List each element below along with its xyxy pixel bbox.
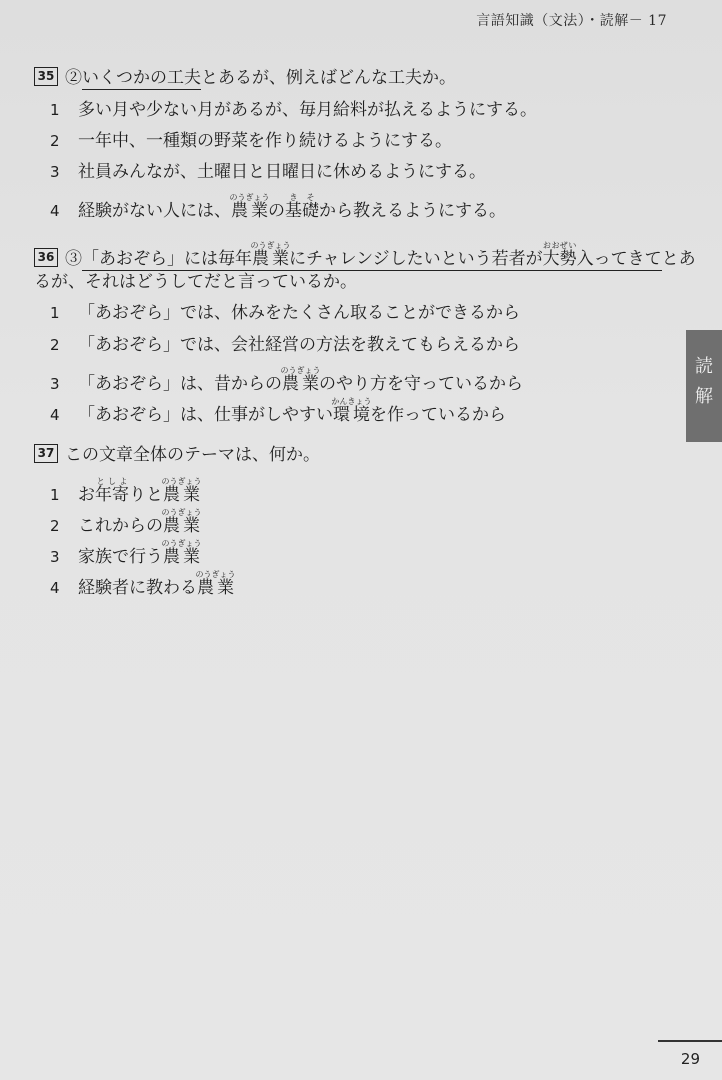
- option-text: 社員みんなが、土曜日と日曜日に休めるようにする。: [78, 162, 486, 182]
- option-37-2[interactable]: [50, 508, 202, 536]
- option-text-post: から教えるようにする。: [319, 201, 506, 221]
- option-number: 4: [50, 202, 60, 220]
- page-number: 29: [680, 1050, 700, 1068]
- option-number: 3: [50, 375, 60, 393]
- reference-marker: ②: [65, 68, 82, 88]
- prompt-text: この文章全体のテーマは、何か。: [65, 445, 320, 465]
- option-number: 1: [50, 486, 60, 504]
- underlined-phrase: 「あおぞら」には毎年農業のうぎょうにチャレンジしたいという若者が大勢おおぜい入ってきて: [82, 241, 662, 269]
- option-text-post: を作っているから: [370, 405, 506, 425]
- option-number: 2: [50, 517, 60, 535]
- ruby-toshiyori: 年寄としよ: [95, 477, 129, 505]
- option-text-pre: 「あおぞら」は、昔からの: [78, 374, 282, 394]
- question-36-prompt: [34, 241, 696, 269]
- option-number: 3: [50, 548, 60, 566]
- prompt-text: とあるが、例えばどんな工夫か。: [201, 68, 456, 88]
- option-text: 一年中、一種類の野菜を作り続けるようにする。: [78, 131, 452, 151]
- ruby-nougyou: 農業のうぎょう: [280, 366, 321, 394]
- option-text: 多い月や少ない月があるが、毎月給料が払えるようにする。: [78, 100, 537, 120]
- ruby-nougyou: 農業のうぎょう: [161, 477, 202, 505]
- side-tab-char: 読: [695, 356, 713, 377]
- option-number: 1: [50, 101, 60, 119]
- option-text-mid: の: [268, 201, 285, 221]
- ruby-nougyou: 農業のうぎょう: [229, 193, 270, 221]
- option-text-pre: 経験がない人には、: [78, 201, 231, 221]
- option-text-pre: これからの: [78, 516, 163, 536]
- option-36-4[interactable]: [50, 397, 506, 425]
- underlined-phrase: いくつかの工夫: [82, 68, 201, 88]
- option-number: 2: [50, 336, 60, 354]
- option-35-2[interactable]: [50, 131, 452, 151]
- running-header: 言語知識（文法）・読解－ 17: [476, 13, 667, 29]
- question-number-box: 37: [34, 444, 58, 463]
- option-text-pre: お: [78, 485, 95, 505]
- option-text-mid: りと: [129, 485, 163, 505]
- option-text-pre: 「あおぞら」は、仕事がしやすい: [78, 405, 333, 425]
- option-36-2[interactable]: [50, 335, 520, 355]
- ruby-nougyou: 農業のうぎょう: [161, 539, 202, 567]
- section-side-tab: [686, 330, 722, 442]
- question-36-continuation: るが、それはどうしてだと言っているか。: [34, 272, 357, 292]
- option-35-3[interactable]: [50, 162, 486, 182]
- option-37-3[interactable]: [50, 539, 202, 567]
- ruby-kankyou: 環境かんきょう: [331, 397, 372, 425]
- option-number: 2: [50, 132, 60, 150]
- ruby-nougyou: 農業のうぎょう: [161, 508, 202, 536]
- option-text: 「あおぞら」では、休みをたくさん取ることができるから: [78, 303, 520, 323]
- option-37-1[interactable]: [50, 477, 202, 505]
- question-number-box: 36: [34, 248, 58, 267]
- question-number-box: 35: [34, 67, 58, 86]
- option-number: 3: [50, 163, 60, 181]
- option-number: 4: [50, 579, 60, 597]
- option-number: 1: [50, 304, 60, 322]
- ruby-nougyou: 農業のうぎょう: [195, 570, 236, 598]
- option-text-pre: 家族で行う: [78, 547, 163, 567]
- side-tab-char: 解: [695, 386, 713, 407]
- option-text: 「あおぞら」では、会社経営の方法を教えてもらえるから: [78, 335, 520, 355]
- option-36-3[interactable]: [50, 366, 523, 394]
- option-35-4[interactable]: [50, 193, 506, 221]
- question-35-prompt: [34, 68, 456, 88]
- option-36-1[interactable]: [50, 303, 520, 323]
- option-number: 4: [50, 406, 60, 424]
- question-37-prompt: [34, 445, 320, 465]
- option-text-pre: 経験者に教わる: [78, 578, 197, 598]
- ruby-kiso: 基礎きそ: [285, 193, 319, 221]
- option-35-1[interactable]: [50, 100, 537, 120]
- option-37-4[interactable]: [50, 570, 236, 598]
- option-text-post: のやり方を守っているから: [319, 374, 523, 394]
- prompt-text: とあ: [661, 249, 696, 269]
- footer-rule: [658, 1040, 722, 1042]
- reference-marker: ③: [65, 249, 82, 269]
